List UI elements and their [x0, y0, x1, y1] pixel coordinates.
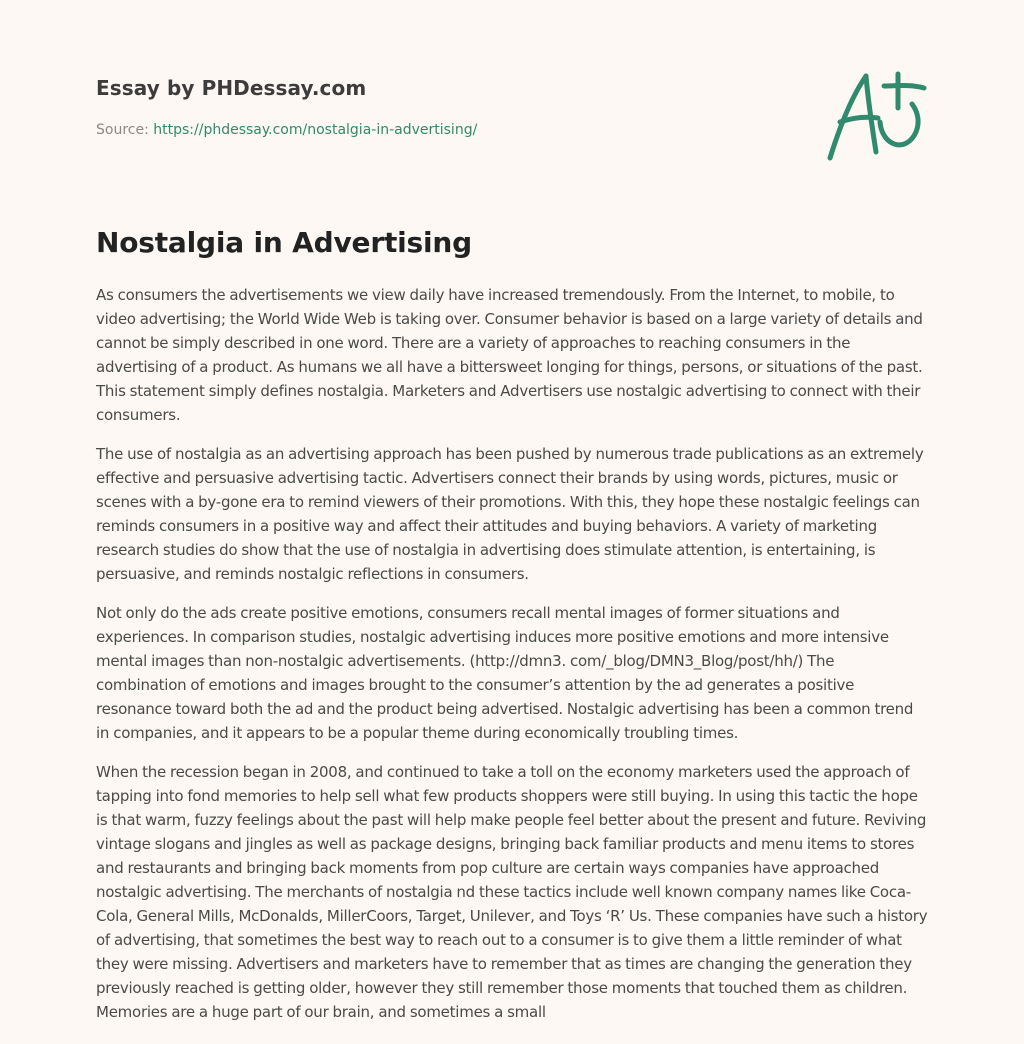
source-label: Source: [96, 122, 149, 138]
article [96, 226, 928, 1039]
source-link[interactable]: https://phdessay.com/nostalgia-in-advertising/ [153, 122, 478, 138]
article-title: Nostalgia in Advertising [96, 226, 472, 259]
article-paragraph: The use of nostalgia as an advertising approach has been pushed by numerous trade publications as an extremely effective and persuasive advertising tactic. Advertisers connect their brands by using words, pictures, music or scenes with a by-gone era to remind viewers of their promotions. With this, they hope these nostalgic feelings can reminds consumers in a positive way and affect their attitudes and buying behaviors. A variety of marketing research studies do show that the use of nostalgia in advertising does stimulate attention, is entertaining, is persuasive, and reminds nostalgic reflections in consumers. [96, 445, 924, 583]
source-line [96, 122, 796, 138]
site-title: Essay by PHDessay.com [96, 76, 367, 100]
article-paragraph: Not only do the ads create positive emotions, consumers recall mental images of former situations and experiences. In comparison studies, nostalgic advertising induces more positive emotions and more intensive mental images than non-nostalgic advertisements. (http://dmn3. com/_blog/DMN3_Blog/post/hh/) The combination of emotions and images brought to the consumer’s attention by the ad generates a positive resonance toward both the ad and the product being advertised. Nostalgic advertising has been a common trend in companies, and it appears to be a popular theme during economically troubling times. [96, 604, 914, 742]
a-plus-grade-icon [820, 66, 930, 166]
article-paragraph: As consumers the advertisements we view daily have increased tremendously. From the Internet, to mobile, to video advertising; the World Wide Web is taking over. Consumer behavior is based on a large variety of details and cannot be simply described in one word. There are a variety of approaches to reaching consumers in the advertising of a product. As humans we all have a bittersweet longing for things, persons, or situations of the past. This statement simply defines nostalgia. Marketers and Advertisers use nostalgic advertising to connect with their consumers. [96, 286, 923, 424]
article-paragraph: When the recession began in 2008, and continued to take a toll on the economy marketers used the approach of tapping into fond memories to help sell what few products shoppers were still buying. In using this tactic the hope is that warm, fuzzy feelings about the past will help make people feel better about the present and future. Reviving vintage slogans and jingles as well as package designs, bringing back familiar products and menu items to stores and restaurants and bringing back moments from pop culture are certain ways companies have approached nostalgic advertising. The merchants of nostalgia nd these tactics include well known company names like Coca-Cola, General Mills, McDonalds, MillerCoors, Target, Unilever, and Toys ‘R’ Us. These companies have such a history of advertising, that sometimes the best way to reach out to a consumer is to give them a little reminder of what they were missing. Advertisers and marketers have to remember that as times are changing the generation they previously reached is getting older, however they still remember those moments that touched them as children. Memories are a huge part of our brain, and sometimes a small [96, 763, 928, 1021]
page-header [96, 76, 796, 138]
